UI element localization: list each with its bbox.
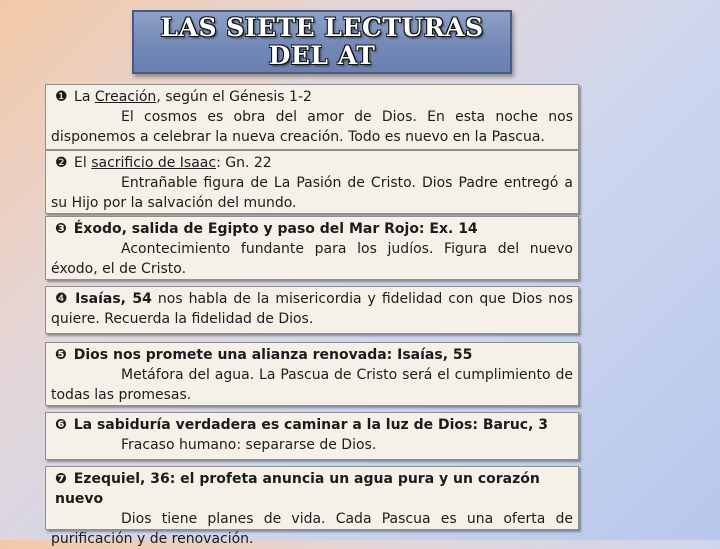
reading-description-7: Dios tiene planes de vida. Cada Pascua es una oferta de purificación y de renovación. <box>51 511 573 547</box>
reading-heading-suffix: , según el Génesis 1-2 <box>156 89 312 105</box>
reading-description-6: Fracaso humano: separarse de Dios. <box>121 437 377 453</box>
number-1-icon: ❶ <box>55 89 68 105</box>
reading-heading-1 <box>51 87 573 107</box>
reading-description-4: nos habla de la misericordia y fidelidad con que Dios nos quiere. Recuerda la fidelidad de Dios. <box>51 291 573 327</box>
reading-heading-text: La sabiduría verdadera es caminar a la luz de Dios: Baruc, 3 <box>73 417 549 433</box>
number-2-icon: ❷ <box>55 155 68 171</box>
reading-panel-3 <box>45 216 579 280</box>
reading-heading-5 <box>51 345 573 365</box>
reading-description-1: El cosmos es obra del amor de Dios. En esta noche nos disponemos a celebrar la nueva creación. Todo es nuevo en la Pascua. <box>51 109 573 145</box>
number-6-icon: ❻ <box>55 417 67 433</box>
reading-heading-prefix: La <box>74 89 95 105</box>
reading-panel-1 <box>45 84 579 150</box>
reading-heading-7 <box>51 469 573 509</box>
reading-heading-text: Dios nos promete una alianza renovada: Isaías, 55 <box>73 347 473 363</box>
reading-heading-text: Éxodo, salida de Egipto y paso del Mar Rojo: Ex. 14 <box>73 221 478 237</box>
reading-panel-6 <box>45 412 579 460</box>
reading-heading-link[interactable]: sacrificio de Isaac <box>91 155 217 171</box>
reading-heading-6 <box>51 415 573 435</box>
reading-heading-link[interactable]: Creación <box>94 89 157 105</box>
reading-panel-4 <box>45 286 579 334</box>
reading-heading-prefix: El <box>74 155 92 171</box>
reading-heading-suffix: : Gn. 22 <box>216 155 272 171</box>
slide-title-line-1: LAS SIETE LECTURAS <box>160 13 484 42</box>
reading-heading-3 <box>51 219 573 239</box>
slide-title-line-2: DEL AT <box>268 41 376 70</box>
reading-description-3: Acontecimiento fundante para los judíos. Figura del nuevo éxodo, el de Cristo. <box>51 241 573 277</box>
reading-description-2: Entrañable figura de La Pasión de Cristo. Dios Padre entregó a su Hijo por la salvación del mundo. <box>51 175 573 211</box>
reading-body-4 <box>51 289 573 329</box>
reading-description-5: Metáfora del agua. La Pascua de Cristo será el cumplimiento de todas las promesas. <box>51 367 573 403</box>
number-3-icon: ❸ <box>55 221 67 237</box>
number-4-icon: ❹ <box>55 291 70 307</box>
reading-heading-text: Ezequiel, 36: el profeta anuncia un agua pura y un corazón nuevo <box>55 471 540 507</box>
reading-heading-2 <box>51 153 573 173</box>
reading-panel-7 <box>45 466 579 547</box>
slide-title-box <box>132 10 512 74</box>
number-5-icon: ❺ <box>55 347 67 363</box>
reading-panel-2 <box>45 150 579 214</box>
number-7-icon: ❼ <box>55 471 67 487</box>
reading-heading-text: Isaías, 54 <box>75 291 152 307</box>
reading-panel-5 <box>45 342 579 406</box>
